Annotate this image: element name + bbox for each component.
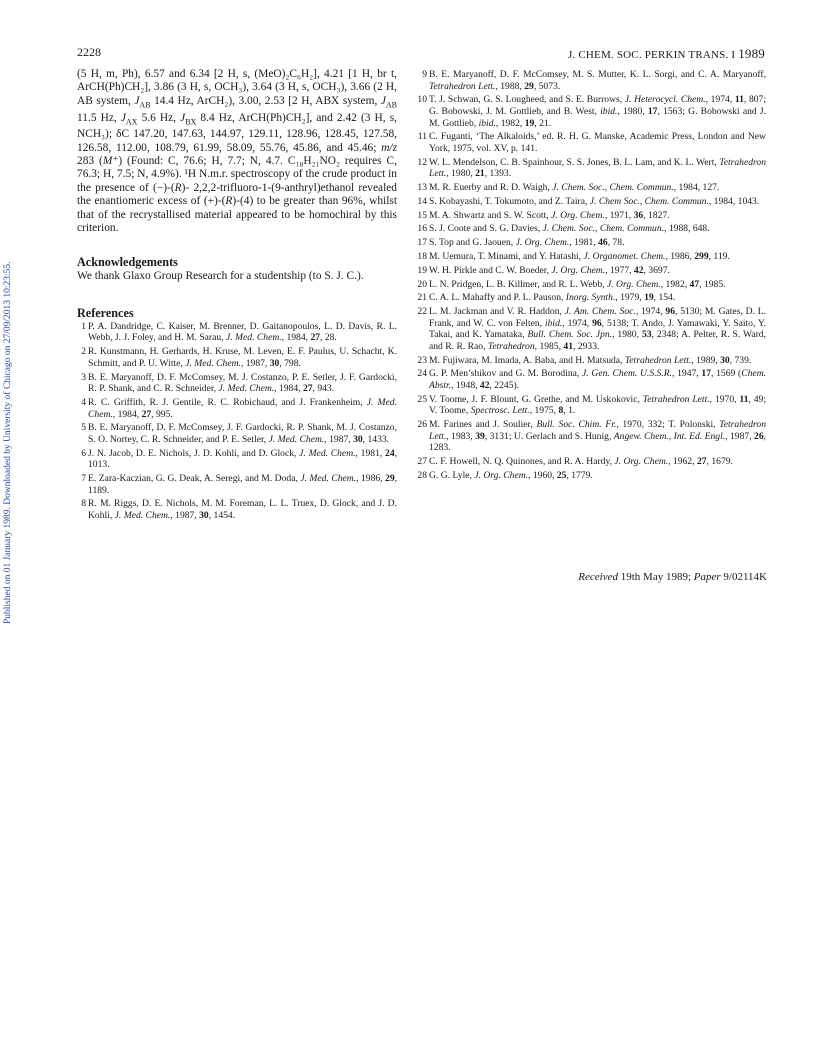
reference-number: 5 <box>81 422 86 434</box>
reference-item <box>418 69 766 92</box>
paragraph-line: (5 H, m, Ph), 6.57 and 6.34 [2 H, s, (MeO)₂C₆H₂], 4.21 [1 H, <box>77 68 373 80</box>
reference-number: 27 <box>417 456 427 468</box>
reference-number: 13 <box>417 182 427 194</box>
reference-text: G. G. Lyle, J. Org. Chem., 1960, 25, 1779. <box>429 469 593 481</box>
reference-number: 14 <box>417 195 427 207</box>
reference-number: 20 <box>417 278 427 290</box>
paragraph-line: excess of (+)-(R)-(4) to be greater than 96%, whilst that of <box>77 195 397 221</box>
reference-number: 24 <box>417 368 427 380</box>
reference-text: E. Zara-Kaczian, G. G. Deak, A. Seregi, and M. Doda, J. Med. Chem., 1986, 29, 1189. <box>88 473 398 496</box>
reference-number: 18 <box>417 251 427 262</box>
paragraph-line: br t, ArCH(Ph)CH₂], 3.86 (3 H, s, OCH₃), 3.64 (3 H, s, OCH₃), <box>77 68 397 94</box>
reference-text: G. P. Men’shikov and G. M. Borodina, J. Gen. Chem. U.S.S.R., 1947, 17, 1569 (Chem. Abstr., 1948, 42, 2245). <box>429 368 767 392</box>
reference-number: 3 <box>81 371 86 383</box>
paragraph-line: and 2.42 (3 H, s, NCH₃); δC 147.20, 147.63, 144.97, 129.11, <box>77 111 397 141</box>
reference-number: 8 <box>81 498 86 510</box>
reference-number: 23 <box>417 354 427 366</box>
reference-item <box>418 223 766 235</box>
reference-text: L. N. Pridgen, L. B. Killmer, and R. L. Webb, J. Org. Chem., 1982, 47, 1985. <box>429 278 726 290</box>
reference-item <box>418 394 766 417</box>
reference-number: 9 <box>422 69 427 80</box>
reference-text: W. H. Pirkle and C. W. Boeder, J. Org. Chem., 1977, 42, 3697. <box>429 264 670 276</box>
reference-number: 16 <box>417 223 427 235</box>
reference-number: 6 <box>81 447 86 459</box>
reference-text: M. R. Euerby and R. D. Waigh, J. Chem. Soc., Chem. Commun., 1984, 127. <box>429 182 720 194</box>
reference-item <box>77 397 397 420</box>
paragraph-line: spectroscopy of the crude product in the presence of (−)-(R)- <box>77 168 397 194</box>
page-number: 2228 <box>77 45 101 59</box>
reference-number: 7 <box>81 473 86 485</box>
reference-text: B. E. Maryanoff, D. F. McComsey, J. F. Gardocki, R. P. Shank, M. J. Costanzo, S. O. Nortey, C. R. Schneider, and P. E. Setler, J. Med. Chem., 1987, 30, 1433. <box>88 422 397 445</box>
reference-number: 4 <box>81 396 86 408</box>
reference-item <box>418 368 766 391</box>
reference-item <box>77 372 397 395</box>
reference-text: M. Uemura, T. Minami, and Y. Hatashi, J. Organomet. Chem., 1986, 299, 119. <box>429 251 730 262</box>
experimental-paragraph <box>77 68 397 235</box>
reference-number: 10 <box>417 94 427 106</box>
reference-item <box>418 265 766 277</box>
reference-text: B. E. Maryanoff, D. F. McComsey, M. S. Mutter, K. L. Sorgi, and C. A. Maryanoff, Tetrahedron Lett., 1988, 29, 5073. <box>429 69 766 92</box>
paragraph-line: 3.66 (2 H, AB system, $J_{AB}$ 14.4 Hz, ArCH₂), 3.00, 2.53 [2 H, ABX <box>77 81 397 110</box>
reference-number: 19 <box>417 264 427 276</box>
reference-number: 2 <box>81 346 86 358</box>
reference-item <box>418 210 766 222</box>
reference-item <box>77 422 397 445</box>
reference-item <box>418 157 766 180</box>
reference-item <box>418 182 766 194</box>
acknowledgements-text: We thank Glaxo Group Research for a studentship (to S. J. C.). <box>77 270 364 283</box>
reference-number: 15 <box>417 209 427 221</box>
paragraph-line: system, $J_{AB}$ 11.5 Hz, $J_{AX}$ 5.6 Hz, $J_{BX}$ 8.4 Hz, ArCH(Ph)CH₂], <box>77 94 398 126</box>
reference-number: 12 <box>417 156 427 168</box>
reference-item <box>418 251 766 263</box>
running-head <box>568 46 765 62</box>
reference-text: J. N. Jacob, D. E. Nichols, J. D. Kohli, and D. Glock, J. Med. Chem., 1981, 24, 1013. <box>88 447 398 471</box>
reference-text: C. A. L. Mahaffy and P. L. Pauson, Inorg. Synth., 1979, 19, 154. <box>429 292 676 304</box>
reference-text: W. L. Mendelson, C. B. Spainhour, S. S. Jones, B. L. Lam, and K. L. Wert, Tetrahedron Lett., 1980, 21, 1393. <box>429 156 766 180</box>
reference-text: C. Fuganti, ‘The Alkaloids,’ ed. R. H. G. Manske, Academic Press, London and New York, 1975, vol. XV, p. 141. <box>429 131 766 154</box>
reference-text: S. Kobayashi, T. Tokumoto, and Z. Taira, J. Chem Soc., Chem. Commun., 1984, 1043. <box>429 195 760 207</box>
reference-text: M. Fujiwara, M. Imada, A. Baba, and H. Matsuda, Tetrahedron Lett., 1989, 30, 739. <box>429 354 752 366</box>
reference-text: S. J. Coote and S. G. Davies, J. Chem. Soc., Chem. Commun., 1988, 648. <box>429 223 710 235</box>
reference-item <box>77 346 397 369</box>
reference-number: 22 <box>417 306 427 318</box>
reference-item <box>77 473 397 496</box>
reference-text: R. C. Griffith, R. J. Gentile, R. C. Robichaud, and J. Frankenheim, J. Med. Chem., 1984, 27, 995. <box>88 396 397 420</box>
journal-name: J. CHEM. SOC. PERKIN TRANS. I <box>567 49 736 61</box>
reference-text: M. Farines and J. Soulier, Bull. Soc. Chim. Fr., 1970, 332; T. Polonski, Tetrahedron Lett., 1983, 39, 3131; U. Gerlach and S. Hunig, Angew. Chem., Int. Ed. Engl., 1987, 26, 1283. <box>429 419 767 454</box>
reference-text: M. A. Shwartz and S. W. Scott, J. Org. Chem., 1971, 36, 1827. <box>429 209 670 221</box>
reference-item <box>77 498 397 521</box>
reference-item <box>418 279 766 291</box>
reference-number: 11 <box>417 131 427 143</box>
reference-number: 26 <box>417 419 427 431</box>
download-watermark-text[interactable]: Published on 01 January 1989. Downloaded by University of Chicago on 27/09/2013 10:23:55. <box>3 261 13 624</box>
reference-text: B. E. Maryanoff, D. F. McComsey, M. J. Costanzo, P. E. Setler, J. F. Gardocki, R. P. Shank, and C. R. Schneider, J. Med. Chem., 1984, 27, 943. <box>88 371 397 395</box>
reference-text: L. M. Jackman and V. R. Haddon, J. Am. Chem. Soc., 1974, 96, 5130; M. Gates, D. L. Frank, and W. C. von Felten, ibid., 1974, 96, 5138; T. Ando, J. Yamawaki, Y. Saito, Y. Takai, and K. Yamataka, Bull. Chem. Soc. Jpn., 1980, 53, 2348; A. Pelter, R. S. Ward, and R. R. Rao, Tetrahedron, 1985, 41, 2933. <box>429 306 767 352</box>
reference-number: 21 <box>417 292 427 304</box>
download-watermark <box>2 196 14 624</box>
reference-item <box>418 131 766 154</box>
reference-item <box>418 419 766 454</box>
reference-number: 17 <box>417 237 427 249</box>
received-line: Received 19th May 1989; Paper 9/02114K <box>578 571 767 583</box>
reference-text: C. F. Howell, N. Q. Quinones, and R. A. Hardy, J. Org. Chem., 1962, 27, 1679. <box>429 456 733 468</box>
reference-item <box>77 448 397 471</box>
reference-item <box>418 456 766 468</box>
references-heading: References <box>77 305 134 320</box>
reference-list-left <box>77 321 397 522</box>
paragraph-line: 2,2,2-trifluoro-1-(9-anthryl)ethanol revealed the enantiomeric <box>77 181 397 208</box>
paragraph-line: criterion. <box>77 222 119 235</box>
reference-item <box>418 306 766 352</box>
acknowledgements-heading: Acknowledgements <box>77 255 178 270</box>
reference-number: 25 <box>417 393 427 405</box>
reference-text: R. Kunstmann, H. Gerhards, H. Kruse, M. Leven, E. F. Paulus, U. Schacht, K. Schmitt, and P. U. Witte, J. Med. Chem., 1987, 30, 798. <box>88 346 397 369</box>
journal-year: 1989 <box>738 46 765 61</box>
reference-text: V. Toome, J. F. Blount, G. Grethe, and M. Uskokovic, Tetrahedron Lett., 1970, 11, 49; V. Toome, Spectrosc. Lett., 1975, 8, 1. <box>429 393 767 417</box>
left-column <box>77 68 397 524</box>
reference-item <box>418 470 766 482</box>
reference-text: S. Top and G. Jaouen, J. Org. Chem., 1981, 46, 78. <box>429 237 625 249</box>
reference-item <box>418 237 766 249</box>
reference-number: 1 <box>81 320 86 332</box>
reference-item <box>418 355 766 367</box>
reference-number: 28 <box>417 469 427 481</box>
reference-item <box>77 321 397 344</box>
reference-item <box>418 94 766 129</box>
reference-text: T. J. Schwan, G. S. Lougheed, and S. E. Burrows, J. Heterocycl. Chem., 1974, 11, 807; G. Bobowski, J. M. Gottlieb, and B. West, ibid., 1980, 17, 1563; G. Bobowski and J. M. Gottlieb, ibid., 1982, 19, 21. <box>429 94 767 129</box>
reference-item <box>418 292 766 304</box>
paragraph-line: 128.96, 128.45, 127.58, 126.58, 112.00, 108.79, 61.99, 58.09, 55.76, <box>77 128 397 154</box>
paragraph-line: C₁₈H₂₁NO₂ requires C, 76.3; H, 7.5; N, 4.9%). ¹H N.m.r. <box>77 155 397 181</box>
reference-list-right <box>418 69 766 482</box>
reference-item <box>418 196 766 208</box>
reference-text: P. A. Dandridge, C. Kaiser, M. Brenner, D. Gaitanopoulos, L. D. Davis, R. L. Webb, J. J. Foley, and H. M. Sarau, J. Med. Chem., 1984, 27, 28. <box>88 320 397 344</box>
reference-text: R. M. Riggs, D. E. Nichols, M. M. Foreman, L. L. Truex, D. Glock, and J. D. Kohli, J. Med. Chem., 1987, 30, 1454. <box>88 498 397 522</box>
paragraph-line: 45.86, and 45.46; m/z 283 (M⁺) (Found: C, 76.6; H, 7.7; N, 4.7. <box>77 141 398 167</box>
paragraph-line: the recrystallised material appeared to be homochiral by this <box>111 208 397 221</box>
right-column <box>418 68 766 484</box>
